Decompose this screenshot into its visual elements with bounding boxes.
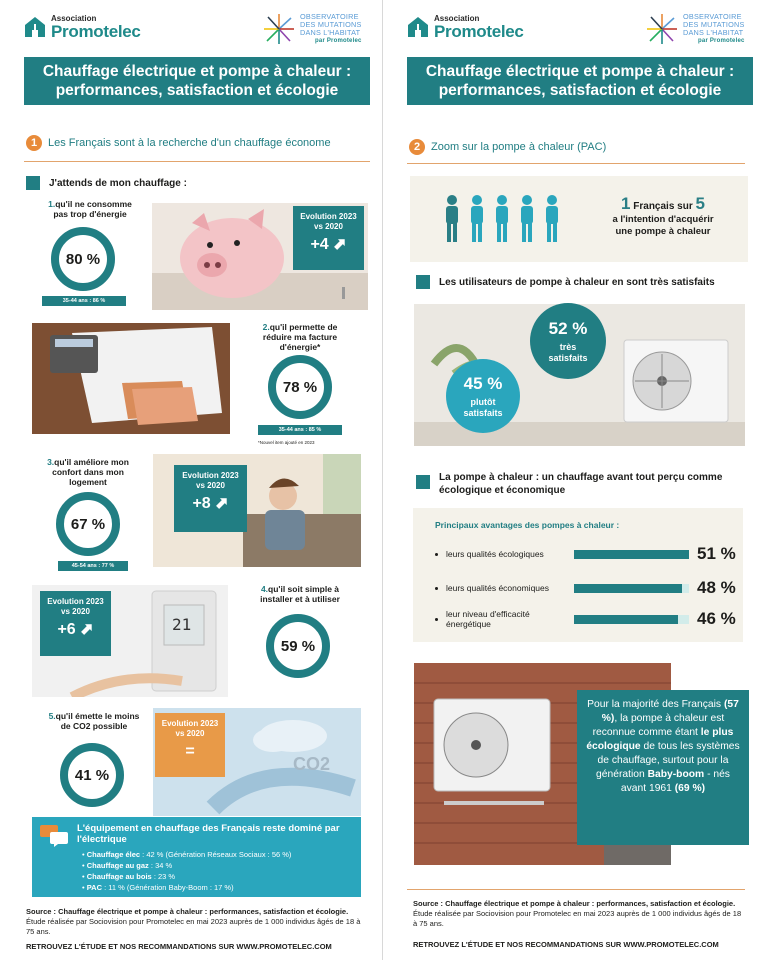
satisfaction-subtitle: Les utilisateurs de pompe à chaleur en sont très satisfaits xyxy=(416,275,715,289)
divider xyxy=(407,889,745,890)
age-badge-3: 45-54 ans : 77 % xyxy=(58,561,128,571)
very-satisfied-bubble: 52 % très satisfaits xyxy=(530,303,606,379)
arrow-up-icon: ⬈ xyxy=(80,621,94,638)
obs-line-1: OBSERVATOIRE xyxy=(683,12,742,21)
source-text: Source : Chauffage électrique et pompe à chaleur : performances, satisfaction et écologie. Étude réalisée par Sociovision pour Promotelec en mai 2023 auprès de 1 000 individus âgés de 18 à 75 ans. xyxy=(413,899,742,928)
advantages-title: Principaux avantages des pompes à chaleur : xyxy=(435,520,620,530)
bar-track xyxy=(574,584,689,593)
thermostat-display: 21 xyxy=(172,615,192,634)
equipment-list xyxy=(82,849,291,893)
observatoire-logo xyxy=(262,12,362,46)
bar-label: leurs qualités écologiques xyxy=(446,549,544,559)
arrow-up-icon: ⬈ xyxy=(333,236,347,253)
section-number: 2 xyxy=(409,139,425,155)
co2-label: CO2 xyxy=(293,754,331,774)
obs-by: par Promotelec xyxy=(315,38,362,44)
cta-link[interactable]: RETROUVEZ L'ÉTUDE ET NOS RECOMMANDATIONS SUR WWW.PROMOTELEC.COM xyxy=(413,940,719,949)
obs-line-2: DES MUTATIONS xyxy=(683,20,745,29)
square-bullet-icon xyxy=(416,475,430,489)
observatoire-logo xyxy=(645,12,745,46)
donut-4: 59 % xyxy=(266,614,330,678)
age-badge-1: 35-44 ans : 86 % xyxy=(42,296,126,306)
people-icon xyxy=(442,194,566,244)
section-title: Zoom sur la pompe à chaleur (PAC) xyxy=(431,141,607,153)
expectations-subtitle: J'attends de mon chauffage : xyxy=(26,176,187,190)
bar-value: 46 % xyxy=(697,609,736,628)
house-logo-icon xyxy=(24,15,46,39)
ratio-text: 1 Français sur 5 a l'intention d'acquérir une pompe à chaleur xyxy=(612,194,714,237)
bar-track xyxy=(574,550,689,559)
right-panel xyxy=(383,0,765,960)
new-item-note: *Nouvel item ajouté en 2023 xyxy=(258,440,315,445)
obs-line-1: OBSERVATOIRE xyxy=(300,12,359,21)
evolution-badge-3: Evolution 2023 vs 2020 +6 ⬈ xyxy=(40,591,111,656)
divider xyxy=(407,163,745,164)
rather-satisfied-bubble: 45 % plutôt satisfaits xyxy=(446,359,520,433)
obs-by: par Promotelec xyxy=(698,38,745,44)
bar-fill xyxy=(574,615,678,624)
expectation-3-text: 3.qu'il améliore mon confort dans mon logement xyxy=(47,457,129,487)
burst-logo-icon xyxy=(645,12,679,46)
equipment-title: L'équipement en chauffage des Français reste dominé par l'électrique xyxy=(77,823,340,845)
square-bullet-icon xyxy=(416,275,430,289)
evolution-badge-2: Evolution 2023 vs 2020 +8 ⬈ xyxy=(174,465,247,532)
promotelec-logo xyxy=(407,14,524,40)
bills-calculator-photo xyxy=(32,323,230,434)
logo-association-label: Association xyxy=(51,14,97,23)
list-item: • Chauffage au gaz : 34 % xyxy=(82,861,173,870)
bar-fill xyxy=(574,584,682,593)
expectation-4-text: 4.qu'il soit simple à installer et à utiliser xyxy=(260,584,340,604)
bar-fill xyxy=(574,550,689,559)
burst-logo-icon xyxy=(262,12,296,46)
expectation-2-text: 2.qu'il permette de réduire ma facture d'énergie* xyxy=(262,322,338,352)
bar-track xyxy=(574,615,689,624)
bar-label: leur niveau d'efficacité énergétique xyxy=(446,609,530,629)
equipment-box xyxy=(32,817,361,897)
evolution-badge-4: Evolution 2023 vs 2020 = xyxy=(155,713,225,777)
obs-line-3: DANS L'HABITAT xyxy=(300,28,361,37)
section-number: 1 xyxy=(26,135,42,151)
ratio-box xyxy=(410,176,748,262)
house-logo-icon xyxy=(407,15,429,39)
square-bullet-icon xyxy=(26,176,40,190)
bar-row xyxy=(435,578,736,598)
promotelec-logo xyxy=(24,14,141,40)
bar-label: leurs qualités économiques xyxy=(446,583,550,593)
section-1-heading xyxy=(26,135,331,151)
expectation-1-text: 1.qu'il ne consomme pas trop d'énergie xyxy=(48,199,132,219)
obs-line-2: DES MUTATIONS xyxy=(300,20,362,29)
bar-row xyxy=(435,544,736,564)
section-title: Les Français sont à la recherche d'un chauffage économe xyxy=(48,137,331,149)
donut-5: 41 % xyxy=(60,743,124,807)
expectation-5-text: 5.qu'il émette le moins de CO2 possible xyxy=(48,711,140,731)
donut-1: 80 % xyxy=(51,227,115,291)
divider xyxy=(24,161,370,162)
list-item: • Chauffage élec : 42 % (Génération Réseaux Sociaux : 56 %) xyxy=(82,850,292,859)
logo-association-label: Association xyxy=(434,14,480,23)
section-2-heading xyxy=(409,139,606,155)
bar-row xyxy=(435,609,736,629)
list-item: • PAC : 11 % (Génération Baby-Boom : 17 %) xyxy=(82,883,234,892)
logo-brand-name: Promotelec xyxy=(434,22,524,41)
page-title: Chauffage électrique et pompe à chaleur : performances, satisfaction et écologie xyxy=(407,57,753,105)
obs-line-3: DANS L'HABITAT xyxy=(683,28,744,37)
cta-link[interactable]: RETROUVEZ L'ÉTUDE ET NOS RECOMMANDATIONS SUR WWW.PROMOTELEC.COM xyxy=(26,942,332,951)
evolution-badge-1: Evolution 2023 vs 2020 +4 ⬈ xyxy=(293,206,364,270)
speech-bubbles-icon xyxy=(40,825,70,847)
list-item: • Chauffage au bois : 23 % xyxy=(82,872,176,881)
highlight-box: Pour la majorité des Français (57 %), la pompe à chaleur est reconnue comme étant le plus écologique de tous les systèmes de chauffage, surtout pour la génération Baby-boom - nés avant 1961 (69 %) xyxy=(577,690,749,845)
page-title: Chauffage électrique et pompe à chaleur : performances, satisfaction et écologie xyxy=(24,57,370,105)
logo-brand-name: Promotelec xyxy=(51,22,141,41)
donut-3: 67 % xyxy=(56,492,120,556)
donut-2: 78 % xyxy=(268,355,332,419)
source-text: Source : Chauffage électrique et pompe à chaleur : performances, satisfaction et écologie. Étude réalisée par Sociovision pour Promotelec en mai 2023 auprès de 1 000 individus âgés de 18 à 75 ans. xyxy=(26,907,361,936)
bar-value: 48 % xyxy=(697,578,736,597)
bar-value: 51 % xyxy=(697,544,736,563)
perception-subtitle: La pompe à chaleur : un chauffage avant tout perçu comme écologique et économique xyxy=(416,471,739,497)
age-badge-2: 35-44 ans : 85 % xyxy=(258,425,342,435)
advantages-chart xyxy=(413,508,743,642)
arrow-up-icon: ⬈ xyxy=(215,495,229,512)
